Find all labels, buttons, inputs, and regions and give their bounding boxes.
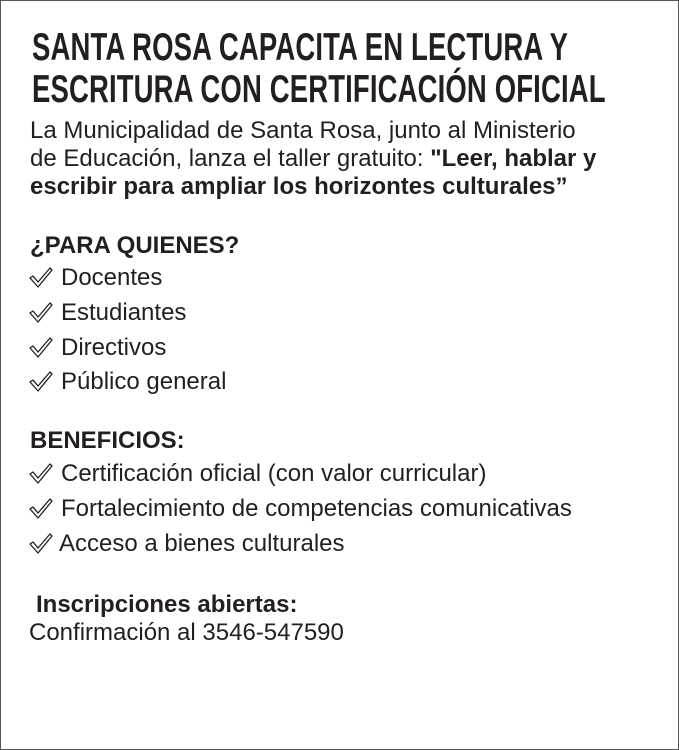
checkmark-icon [29, 371, 53, 393]
headline-line-1: SANTA ROSA CAPACITA EN LECTURA Y [32, 26, 569, 69]
checkmark-icon [29, 498, 53, 520]
intro-line-1: La Municipalidad de Santa Rosa, junto al Ministerio [30, 117, 576, 144]
registration-heading: Inscripciones abiertas: [36, 591, 298, 618]
audience-item-label: Docentes [61, 264, 163, 291]
audience-heading: ¿PARA QUIENES? [30, 232, 240, 259]
benefit-item-label: Fortalecimiento de competencias comunicativas [61, 495, 572, 522]
audience-item-label: Público general [61, 368, 227, 395]
headline-line-2: ESCRITURA CON CERTIFICACIÓN OFICIAL [32, 68, 606, 111]
workshop-name-start: "Leer, hablar y [430, 145, 597, 172]
benefit-item [29, 495, 572, 523]
audience-item [29, 368, 226, 396]
audience-item [29, 334, 166, 362]
checkmark-icon [29, 463, 53, 485]
intro-line-2 [30, 145, 596, 173]
checkmark-icon [29, 267, 53, 289]
audience-item-label: Directivos [61, 334, 167, 361]
checkmark-icon [29, 533, 53, 555]
checkmark-icon [29, 302, 53, 324]
checkmark-icon [29, 337, 53, 359]
benefits-heading: BENEFICIOS: [30, 427, 185, 454]
benefit-item [29, 530, 345, 558]
intro-line-2-text: de Educación, lanza el taller gratuito: [30, 145, 431, 172]
audience-item [29, 299, 186, 327]
registration-contact: Confirmación al 3546-547590 [29, 619, 344, 646]
benefit-item [29, 460, 486, 488]
audience-item-label: Estudiantes [61, 299, 187, 326]
audience-item [29, 264, 162, 292]
benefit-item-label: Acceso a bienes culturales [59, 530, 345, 557]
benefit-item-label: Certificación oficial (con valor curricular) [61, 460, 487, 487]
workshop-name-end: escribir para ampliar los horizontes culturales” [30, 173, 568, 200]
